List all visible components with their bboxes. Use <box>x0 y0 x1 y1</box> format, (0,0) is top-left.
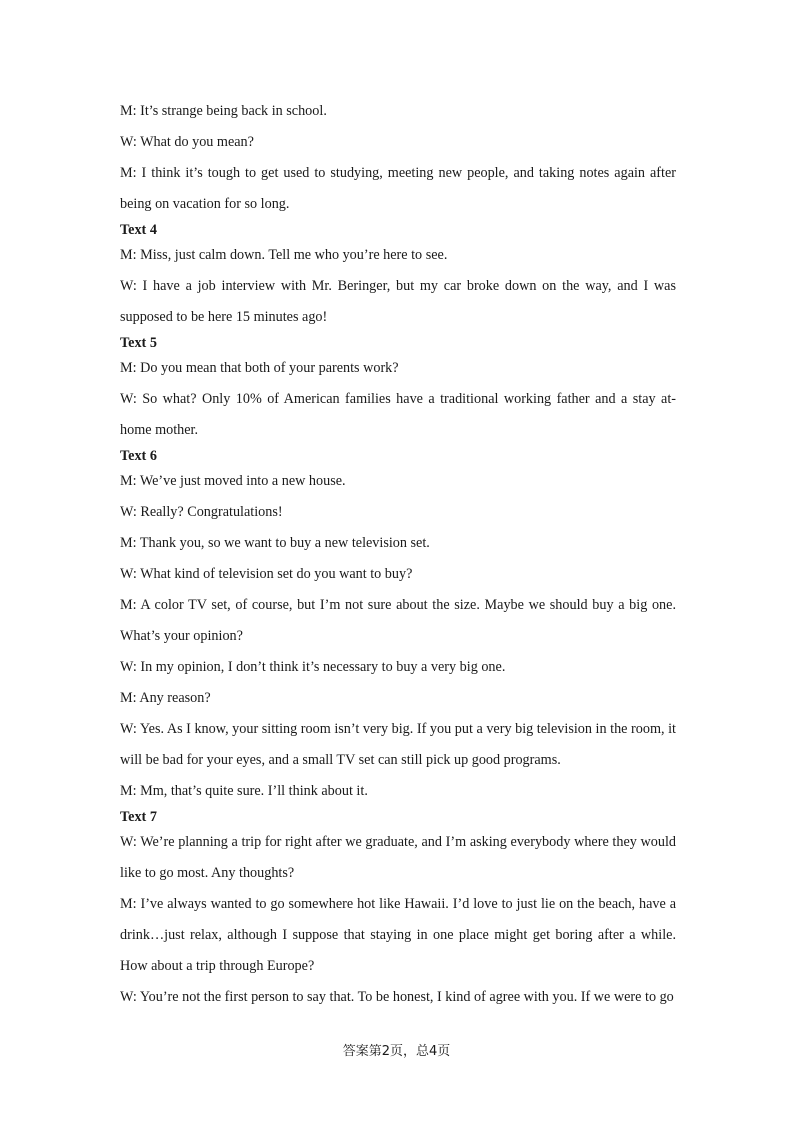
dialogue-line: M: Miss, just calm down. Tell me who you’re here to see. <box>120 247 448 263</box>
dialogue-line: M: Thank you, so we want to buy a new television set. <box>120 535 430 551</box>
dialogue-line: M: A color TV set, of course, but I’m not sure about the size. Maybe we should buy a big one. What’s your opinion? <box>120 597 676 644</box>
dialogue-line: M: I’ve always wanted to go somewhere hot like Hawaii. I’d love to just lie on the beach, have a drink…just relax, although I suppose that staying in one place might get boring after a while. How about a trip through Europe? <box>120 896 676 974</box>
dialogue-line: W: I have a job interview with Mr. Beringer, but my car broke down on the way, and I was supposed to be here 15 minutes ago! <box>120 278 676 325</box>
dialogue-line: W: What do you mean? <box>120 134 254 150</box>
dialogue-line: W: You’re not the first person to say that. To be honest, I kind of agree with you. If we were to go <box>120 989 674 1005</box>
dialogue-line: M: Mm, that’s quite sure. I’ll think about it. <box>120 783 368 799</box>
transcript-body <box>120 96 676 1013</box>
page-footer: 答案第2页，总4页 <box>342 1044 451 1059</box>
dialogue-line: M: Any reason? <box>120 690 211 706</box>
dialogue-line: W: We’re planning a trip for right after we graduate, and I’m asking everybody where they would like to go most. Any thoughts? <box>120 834 676 881</box>
dialogue-line: W: Really? Congratulations! <box>120 504 283 520</box>
dialogue-line: W: So what? Only 10% of American families have a traditional working father and a stay at-home mother. <box>120 391 676 438</box>
dialogue-line: M: We’ve just moved into a new house. <box>120 473 346 489</box>
dialogue-line: W: In my opinion, I don’t think it’s necessary to buy a very big one. <box>120 659 506 675</box>
dialogue-line: M: Do you mean that both of your parents work? <box>120 360 399 376</box>
dialogue-line: M: It’s strange being back in school. <box>120 103 327 119</box>
dialogue-line: W: Yes. As I know, your sitting room isn’t very big. If you put a very big television in the room, it will be bad for your eyes, and a small TV set can still pick up good programs. <box>120 721 676 768</box>
section-heading: Text 7 <box>120 809 157 825</box>
section-heading: Text 4 <box>120 222 157 238</box>
section-heading: Text 6 <box>120 448 157 464</box>
dialogue-line: W: What kind of television set do you want to buy? <box>120 566 413 582</box>
section-heading: Text 5 <box>120 335 157 351</box>
dialogue-line: M: I think it’s tough to get used to studying, meeting new people, and taking notes again after being on vacation for so long. <box>120 165 676 212</box>
